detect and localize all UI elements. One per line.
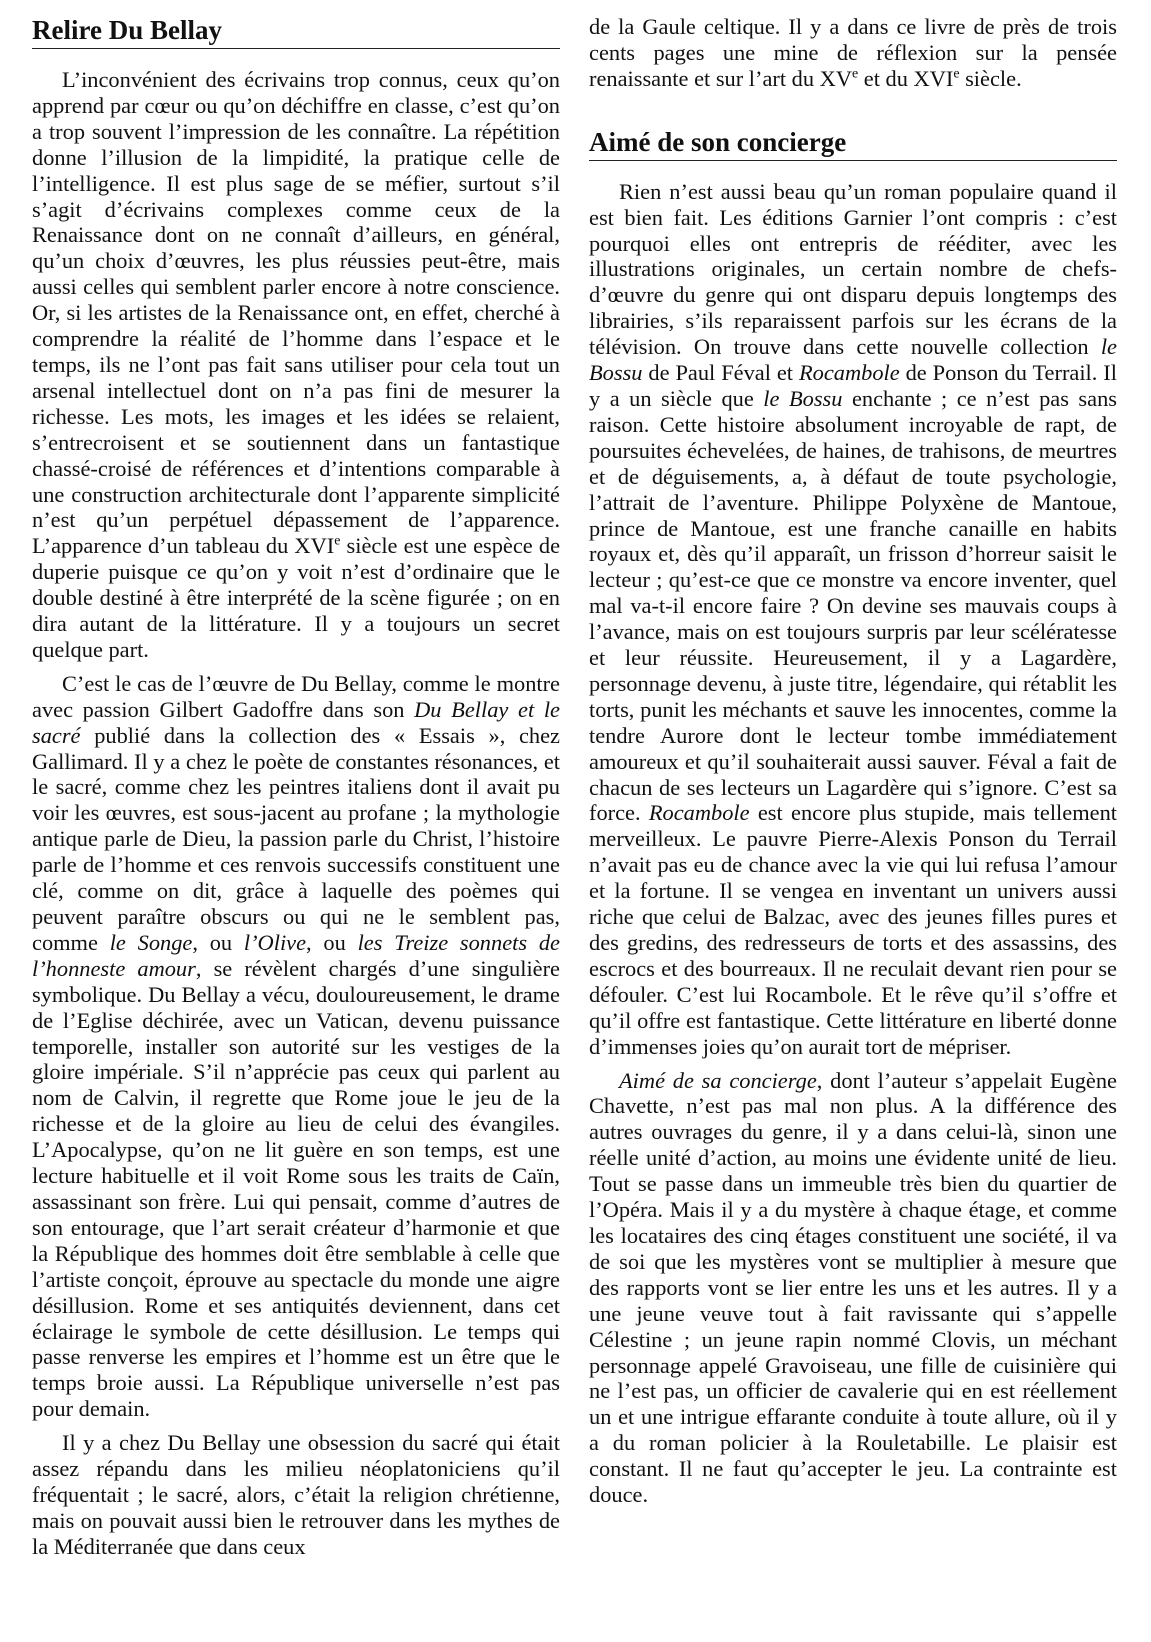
right-column [589,14,1117,1642]
paragraph [32,1430,560,1560]
text-run: C’est le cas de l’œuvre de Du Bellay, comme le montre avec passion Gilbert Gadoffre dans son [32,670,560,722]
paragraph-continuation [589,14,1117,92]
text-run: , se révèlent chargés d’une singulière symbolique. Du Bellay a vécu, douloureusement, le drame de l’Eglise déchirée, avec un Vatican, devenu puissance temporelle, installer son autorité sur les vestiges de la gloire impériale. S’il n’apprécie pas ceux qui parlent au nom de Calvin, il regrette que Rome joue le jeu de la richesse et de la gloire au lieu de celui des évangiles. L’Apocalypse, qu’on ne lit guère en son temps, est une lecture habituelle et il voit Rome sous les traits de Caïn, assassinant son frère. Lui qui pensait, comme d’autres de son entourage, que l’art serait créateur d’harmonie et que la République des hommes doit être semblable à celle que l’artiste conçoit, éprouve au spectacle du monde une aigre désillusion. Rome et ses antiquités deviennent, dans cet éclairage le symbole de cette désillusion. Le temps qui passe renverse les empires et l’homme est un être que le temps broie aussi. La République universelle n’est pas pour demain. [32,955,560,1422]
italic-title: les Treize sonnets de l’honneste amour [32,929,560,981]
text-run: Rien n’est aussi beau qu’un roman populaire quand il est bien fait. Les éditions Garnier l’ont compris : c’est pourquoi elles ont entrepris de rééditer, avec les illustrations originales, un certain nombre de chefs-d’œuvre du genre qui ont disparu depuis longtemps des librairies, s’ils reparaissent parfois sur les écrans de la télévision. On trouve dans cette nouvelle collection [589,178,1117,360]
text-run: , dont l’auteur s’appelait Eugène Chavette, n’est pas mal non plus. A la différence des autres ouvrages du genre, il y a dans celui-là, sinon une réelle unité d’action, au moins une évidente unité de lieu. Tout se passe dans un immeuble très bien du quartier de l’Opéra. Mais il y a du mystère à chaque étage, et comme les locataires des cinq étages constituent une société, il va de soi que les mystères vont se multiplier à mesure que des rapports vont se lier entre les uns et les autres. Il y a une jeune veuve tout à fait ravissante qui s’appelle Célestine ; un jeune rapin nommé Clovis, un méchant personnage appelé Gravoiseau, une fille de cuisinière qui ne l’est pas, un officier de cavalerie qui en est réellement un et une intrigue effarante conduite à toute allure, où il y a du roman policier à la Rouletabille. Le plaisir est constant. Il ne faut qu’accepter le jeu. La contrainte est douce. [589,1067,1117,1508]
italic-title: le Bossu [763,385,843,411]
text-run: Il y a chez Du Bellay une obsession du sacré qui était assez répandu dans les milieu néoplatoniciens qu’il fréquentait ; le sacré, alors, c’était la religion chrétienne, mais on pouvait aussi bien le retrouver dans les mythes de la Méditerranée que dans ceux [32,1430,560,1559]
text-run: siècle est une espèce de duperie puisque ce qu’on y voit n’est d’ordinaire que le double destiné à être interprété de la scène figurée ; on en dira autant de la littérature. Il y a toujours un secret quelque part. [32,533,561,662]
superscript: e [852,66,859,82]
section-title-aime-de-son-concierge: Aimé de son concierge [589,126,1117,161]
article-columns [28,14,1123,1642]
text-run: et du XVI [858,65,954,91]
text-run: de Ponson du Terrail. Il y a un siècle que [589,360,1117,411]
italic-title: Aimé de sa concierge [619,1067,817,1093]
section-title-relire-du-bellay: Relire Du Bellay [32,14,560,49]
italic-title: le Songe [109,929,193,955]
text-run: de Paul Féval et [642,360,799,386]
text-run: publié dans la collection des « Essais », chez Gallimard. Il y a chez le poète de constantes résonances, et le sacré, comme chez les peintres italiens dont il avait pu voir les œuvres, est sous-jacent au profane ; la mythologie antique parle de Dieu, la passion parle du Christ, l’histoire parle de l’homme et ces renvois successifs constituent une clé, comme on dit, grâce à laquelle des poèmes qui peuvent paraître obscurs ou qui ne le semblent pas, comme [32,722,560,955]
italic-title: l’Olive [243,929,307,955]
text-run: , ou [192,929,244,955]
italic-title: Du Bellay et le sacré [32,696,560,748]
text-run: est encore plus stupide, mais tellement merveilleux. Le pauvre Pierre-Alexis Ponson du Terrail n’avait pas eu de chance avec la vie qui lui refusa l’amour et la fortune. Il se vengea en inventant un univers aussi riche que celui de Balzac, avec des jeunes filles pures et des gredins, des redresseurs de torts et des assassins, des escrocs et des bourreaux. Il ne reculait devant rien pour se défouler. C’est lui Rocambole. Et le rêve qu’il s’offre et qu’il offre est fantastique. Cette littérature en liberté donne d’immenses joies qu’on aurait tort de mépriser. [589,800,1117,1059]
left-column [32,14,560,1642]
italic-title: Rocambole [648,800,750,826]
paragraph [589,1068,1117,1508]
text-run: de la Gaule celtique. Il y a dans ce livre de près de trois cents pages une mine de réflexion sur la pensée renaissante et sur l’art du XV [589,14,1117,91]
italic-title: Rocambole [798,360,900,386]
text-run: L’inconvénient des écrivains trop connus, ceux qu’on apprend par cœur ou qu’on déchiffre en classe, c’est qu’on a trop souvent l’impression de les connaître. La répétition donne l’illusion de la limpidité, la pratique celle de l’intelligence. Il est plus sage de se méfier, surtout s’il s’agit d’écrivains complexes comme ceux de la Renaissance dont on ne connaît d’ailleurs, en général, qu’un choix d’œuvres, les plus réussies peut-être, mais aussi celles qui semblent parler encore à notre conscience. Or, si les artistes de la Renaissance ont, en effet, cherché à comprendre la réalité de l’homme dans l’espace et le temps, ils ne l’ont pas fait sans utiliser pour cela tout un arsenal intellectuel dont on n’a pas fini de mesurer la richesse. Les mots, les images et les idées se relaient, s’entrecroisent et se soutiennent dans un fantastique chassé-croisé de références et d’intentions comparable à une construction architecturale dont l’apparente simplicité n’est qu’un perpétuel dépassement de l’apparence. L’apparence d’un tableau du XVI [32,67,560,559]
superscript: e [953,66,960,82]
paragraph [32,67,560,663]
text-run: siècle. [959,65,1022,91]
superscript: e [334,533,341,549]
italic-title: le Bossu [589,334,1117,386]
text-run: , ou [306,929,358,955]
text-run: enchante ; ce n’est pas sans raison. Cette histoire absolument incroyable de rapt, de poursuites échevelées, de haines, de trahisons, de meurtres et de déguisements, a, à défaut de toute psychologie, l’attrait de l’aventure. Philippe Polyxène de Mantoue, prince de Mantoue, est une franche canaille en habits royaux et, dès qu’il apparaît, un frisson d’horreur saisit le lecteur ; qu’est-ce que ce monstre va encore inventer, quel mal va-t-il encore faire ? On devine ses mauvais coups à l’avance, mais on est toujours surpris par leur scélératesse et leur réussite. Heureusement, il y a Lagardère, personnage devenu, à juste titre, légendaire, qui rétablit les torts, punit les méchants et sauve les innocentes, comme la tendre Aurore dont le lecteur tombe immédiatement amoureux et qu’il souhaiterait aussi sauver. Féval a fait de chacun de ses lecteurs un Lagardère qui s’ignore. C’est sa force. [589,385,1117,826]
paragraph [589,179,1117,1060]
paragraph [32,671,560,1422]
